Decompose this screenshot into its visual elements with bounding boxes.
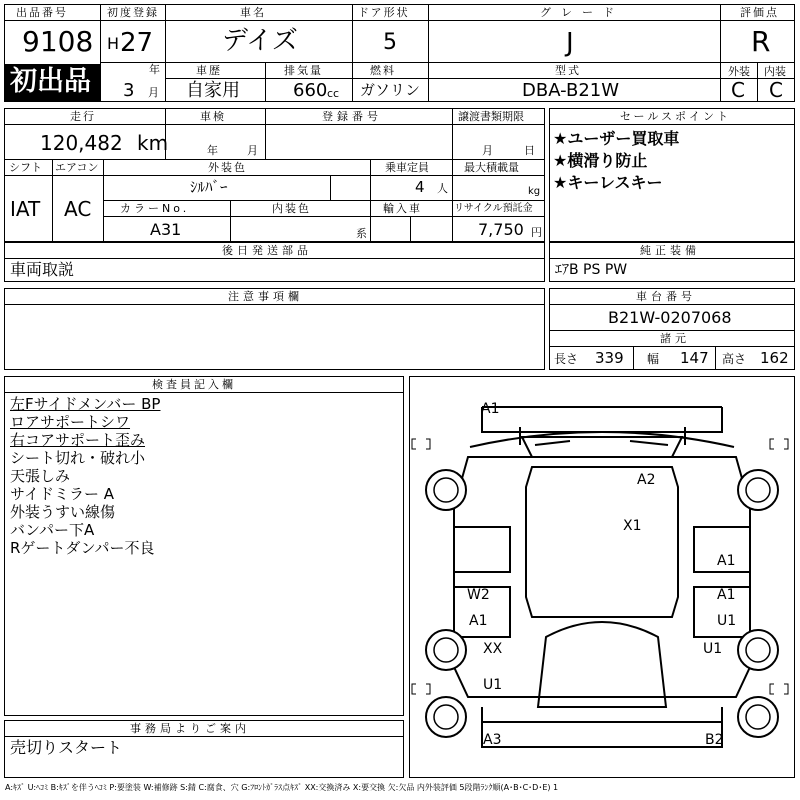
ext-label: 外装 [728, 65, 750, 78]
shift: IAT [10, 197, 41, 221]
office-note: 売切りスタート [10, 738, 123, 757]
inspector-line: サイドミラー A [10, 485, 114, 503]
car-name: デイズ [222, 26, 298, 56]
color-label: 外装色 [208, 161, 247, 174]
shaken-label: 車検 [200, 110, 226, 123]
reg-year-unit: 年 [149, 63, 160, 76]
disp-unit: cc [327, 87, 340, 100]
height-label: 高さ [722, 352, 747, 366]
plate-label: 登録番号 [322, 110, 382, 123]
chassis-label: 車台番号 [636, 290, 696, 303]
equip-label: 純正装備 [640, 244, 700, 257]
damage-mark: A1 [469, 613, 488, 629]
lot-number: 9108 [22, 25, 94, 58]
int-label: 内装 [764, 65, 786, 78]
sales-item: ★横滑り防止 [553, 151, 648, 170]
damage-mark: U1 [717, 613, 737, 629]
displacement: 660 [293, 80, 328, 101]
model-label: 型式 [555, 64, 581, 77]
cap-label: 乗車定員 [385, 161, 429, 174]
history: 自家用 [186, 80, 240, 101]
later-label: 後日発送部品 [222, 244, 312, 257]
import-label: 輸入車 [383, 202, 422, 215]
color: ｼﾙﾊﾞｰ [190, 178, 228, 196]
int-grade: C [769, 78, 783, 102]
inspector-line: バンパー下A [10, 521, 95, 539]
reg-month-unit: 月 [148, 86, 159, 99]
transfer-month-unit: 月 [482, 144, 493, 157]
cap-unit: 人 [437, 182, 448, 195]
damage-mark: A3 [483, 732, 502, 748]
score-label: 評価点 [740, 6, 779, 19]
inspector-line: 右コアサポート歪み [10, 431, 146, 449]
reg-label: 初度登録 [107, 6, 159, 19]
transfer-day-unit: 日 [524, 144, 535, 157]
sales-item: ★キーレスキー [553, 173, 663, 192]
lot-label: 出品番号 [16, 6, 68, 19]
width-label: 幅 [647, 352, 660, 366]
inspector-line: 外装うすい線傷 [10, 503, 116, 521]
inspector-label: 検査員記入欄 [152, 378, 236, 391]
inspector-line: シート切れ・破れ小 [10, 449, 146, 467]
shaken-month-unit: 月 [247, 144, 258, 157]
sales-label: セールスポイント [620, 110, 732, 123]
intcolor-unit: 系 [356, 227, 367, 240]
mileage-unit: km [137, 131, 169, 155]
damage-mark: X1 [623, 518, 642, 534]
office-label: 事務局よりご案内 [130, 722, 250, 735]
length: 339 [595, 349, 624, 367]
damage-mark: W2 [467, 587, 490, 603]
inspector-line: 左Fサイドメンバー BP [10, 395, 161, 413]
damage-mark: A1 [717, 553, 736, 569]
disp-label: 排気量 [284, 64, 323, 77]
transfer-label: 譲渡書類期限 [458, 110, 524, 123]
history-label: 車歴 [196, 64, 222, 77]
inspector-line: 天張しみ [10, 467, 71, 485]
chassis-number: B21W-0207068 [608, 308, 732, 327]
score: R [751, 25, 771, 58]
fuel-label: 燃料 [370, 64, 396, 77]
damage-mark: A1 [717, 587, 736, 603]
recycle-fee: 7,750 [478, 220, 524, 239]
height: 162 [760, 349, 789, 367]
intcolor-label: 内装色 [272, 202, 311, 215]
ext-grade: C [731, 78, 745, 102]
load-unit: kg [528, 186, 541, 197]
reg-era: H [107, 34, 120, 53]
mileage: 120,482 [40, 131, 123, 155]
grade-label: グレード [540, 6, 624, 19]
length-label: 長さ [554, 352, 579, 366]
name-label: 車名 [240, 6, 266, 19]
damage-mark: A1 [481, 401, 500, 417]
damage-mark: U1 [483, 677, 503, 693]
damage-mark: B2 [705, 732, 724, 748]
doors: 5 [383, 30, 397, 55]
specs-label: 諸元 [660, 332, 690, 345]
width: 147 [680, 349, 709, 367]
legend: A:ｷｽﾞ U:ﾍｺﾐ B:ｷｽﾞを伴うﾍｺﾐ P:要塗装 W:補修跡 S:錆 C:腐食、穴 G:ﾌﾛﾝﾄｶﾞﾗｽ点ｷｽﾞ XX:交換済み X:要交換 欠:欠品 内外装評価 5段階ﾗﾝｸ順(A･B･C･D･E) 1 [5, 783, 559, 792]
colorno-label: カラーNo. [120, 202, 190, 215]
grade: J [566, 28, 574, 58]
reg-month: 3 [123, 80, 135, 101]
door-label: ドア形状 [358, 6, 410, 19]
notes-label: 注意事項欄 [228, 290, 303, 303]
shift-label: シフト [9, 161, 42, 174]
car-outline [410, 377, 794, 777]
damage-mark: A2 [637, 472, 656, 488]
inspector-line: Rゲートダンパー不良 [10, 539, 155, 557]
damage-mark: U1 [703, 641, 723, 657]
first-listing-text: 初出品 [10, 66, 91, 97]
recycle-unit: 円 [531, 226, 542, 239]
ac-label: エアコン [55, 161, 99, 174]
model-code: DBA-B21W [522, 80, 620, 101]
equipment: ｴｱB PS PW [555, 262, 628, 278]
ac: AC [64, 197, 92, 221]
reg-year: 27 [120, 28, 154, 58]
capacity: 4 [415, 178, 425, 196]
mileage-label: 走行 [70, 110, 96, 123]
load-label: 最大積載量 [464, 161, 519, 174]
fuel: ガソリン [360, 81, 421, 99]
shaken-year-unit: 年 [207, 144, 218, 157]
recycle-label: リサイクル預託金 [454, 203, 533, 214]
sales-item: ★ユーザー買取車 [553, 129, 680, 148]
damage-mark: XX [483, 641, 503, 657]
later-parts: 車両取説 [10, 260, 75, 279]
color-no: A31 [150, 220, 182, 239]
inspector-line: ロアサポートシワ [10, 413, 131, 431]
